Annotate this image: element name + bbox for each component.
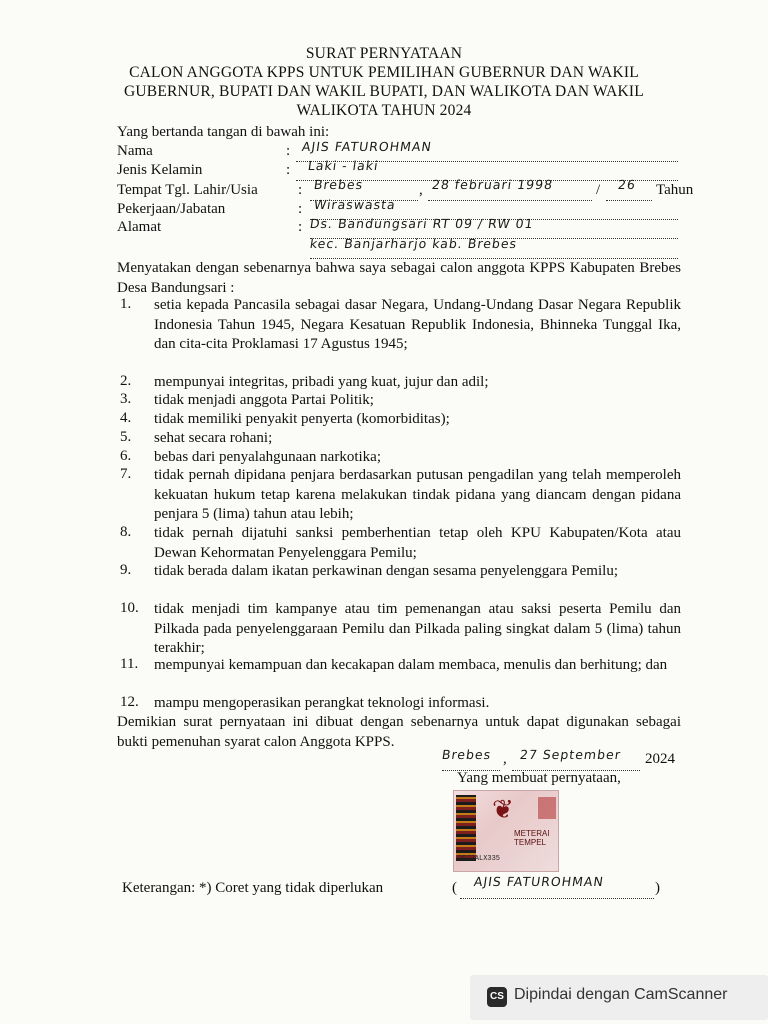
item-12-text: mampu mengoperasikan perangkat teknologi informasi. (154, 695, 490, 711)
ttl-label: Tempat Tgl. Lahir/Usia (117, 182, 258, 198)
ttl-slash: / (596, 182, 601, 198)
jk-label: Jenis Kelamin (117, 162, 203, 178)
camscanner-icon: CS (487, 987, 507, 1007)
stamp-label: METERAI TEMPEL (514, 829, 550, 847)
ttl-age-value: 26 (616, 177, 637, 192)
alamat-line2-value: kec. Banjarharjo kab. Brebes (308, 236, 519, 251)
stamp-security-stripe (456, 795, 476, 861)
sign-paren-open: ( (452, 880, 457, 896)
item-3-text: tidak menjadi anggota Partai Politik; (154, 392, 374, 408)
item-11-text: mempunyai kemampuan dan kecakapan dalam membaca, menulis dan berhitung; dan (154, 657, 668, 673)
camscanner-text: Dipindai dengan CamScanner (514, 986, 728, 1003)
pekerjaan-label: Pekerjaan/Jabatan (117, 201, 226, 217)
note-text: Keterangan: *) Coret yang tidak diperlukan (122, 880, 384, 896)
item-12-number: 12. (120, 694, 139, 710)
item-2-text: mempunyai integritas, pribadi yang kuat, jujur dan adil; (154, 374, 489, 390)
pekerjaan-value: Wiraswasta (312, 197, 397, 212)
item-8-number: 8. (120, 524, 132, 540)
statement-text: Menyatakan dengan sebenarnya bahwa saya sebagai calon anggota KPPS Kabupaten Brebes Desa Bandungsari : (117, 260, 681, 296)
item-5-number: 5. (120, 429, 132, 445)
item-4-text: tidak memiliki penyakit penyerta (komorbiditas); (154, 411, 450, 427)
intro-text: Yang bertanda tangan di bawah ini: (117, 124, 330, 140)
jk-value: Laki - laki (306, 158, 380, 173)
sign-name-value: AJIS FATUROHMAN (472, 874, 605, 889)
doc-title: SURAT PERNYATAAN (305, 45, 463, 62)
meterai-stamp (453, 790, 559, 872)
alamat-colon: : (298, 219, 303, 235)
sign-comma: , (503, 751, 507, 767)
doc-subtitle-line3: WALIKOTA TAHUN 2024 (296, 102, 472, 119)
stamp-serial: DD72ALX335 (458, 855, 501, 863)
item-5-text: sehat secara rohani; (154, 430, 273, 446)
item-9-number: 9. (120, 562, 132, 578)
item-6-number: 6. (120, 448, 132, 464)
stamp-red-mark (538, 797, 556, 819)
item-10-number: 10. (120, 600, 139, 616)
sign-place-value: Brebes (440, 747, 493, 762)
item-1-text: setia kepada Pancasila sebagai dasar Negara, Undang-Undang Dasar Negara Republik Indonesia Tahun 1945, Negara Kesatuan Republik Indonesia, Bhinneka Tunggal Ika, dan cita-cita Proklamasi 17 Agustus 1945; (154, 297, 681, 352)
item-7-text: tidak pernah dipidana penjara berdasarkan putusan pengadilan yang telah memperoleh kekuatan hukum tetap karena melakukan tindak pidana yang diancam dengan pidana penjara 5 (lima) tahun atau lebih; (154, 467, 681, 522)
sign-paren-close: ) (655, 880, 660, 896)
item-6-text: bebas dari penyalahgunaan narkotika; (154, 449, 381, 465)
sign-year: 2024 (645, 751, 675, 767)
alamat-label: Alamat (117, 219, 162, 235)
doc-subtitle-line1: CALON ANGGOTA KPPS UNTUK PEMILIHAN GUBERNUR DAN WAKIL (129, 64, 639, 81)
item-8-text: tidak pernah dijatuhi sanksi pemberhentian tetap oleh KPU Kabupaten/Kota atau Dewan Kehormatan Penyelenggara Pemilu; (154, 525, 681, 561)
ttl-colon: : (298, 182, 303, 198)
doc-subtitle-line2: GUBERNUR, BUPATI DAN WAKIL BUPATI, DAN WALIKOTA DAN WAKIL (124, 83, 644, 100)
ttl-place-value: Brebes (312, 177, 365, 192)
ttl-tahun-label: Tahun (656, 182, 694, 198)
ttl-date-value: 28 februari 1998 (430, 177, 555, 192)
jk-colon: : (286, 162, 291, 178)
sign-date-value: 27 September (518, 747, 623, 762)
nama-label: Nama (117, 143, 153, 159)
item-10-text: tidak menjadi tim kampanye atau tim pemenangan atau saksi peserta Pemilu dan Pilkada pada penyelenggaraan Pemilu dan Pilkada paling singkat dalam 5 (lima) tahun terakhir; (154, 601, 681, 656)
item-1-number: 1. (120, 296, 132, 312)
item-11-number: 11. (120, 656, 139, 672)
item-2-number: 2. (120, 373, 132, 389)
garuda-emblem-icon: ❦ (492, 795, 514, 824)
item-7-number: 7. (120, 466, 132, 482)
nama-colon: : (286, 143, 291, 159)
item-3-number: 3. (120, 391, 132, 407)
closing-text: Demikian surat pernyataan ini dibuat dengan sebenarnya untuk dapat digunakan sebagai bukti pemenuhan syarat calon Anggota KPPS. (117, 714, 681, 750)
item-4-number: 4. (120, 410, 132, 426)
alamat-line1-value: Ds. Bandungsari RT 09 / RW 01 (308, 216, 535, 231)
sign-maker-label: Yang membuat pernyataan, (457, 770, 621, 786)
ttl-comma: , (419, 182, 423, 198)
item-9-text: tidak berada dalam ikatan perkawinan dengan sesama penyelenggara Pemilu; (154, 563, 618, 579)
pekerjaan-colon: : (298, 201, 303, 217)
nama-value: AJIS FATUROHMAN (300, 139, 433, 154)
